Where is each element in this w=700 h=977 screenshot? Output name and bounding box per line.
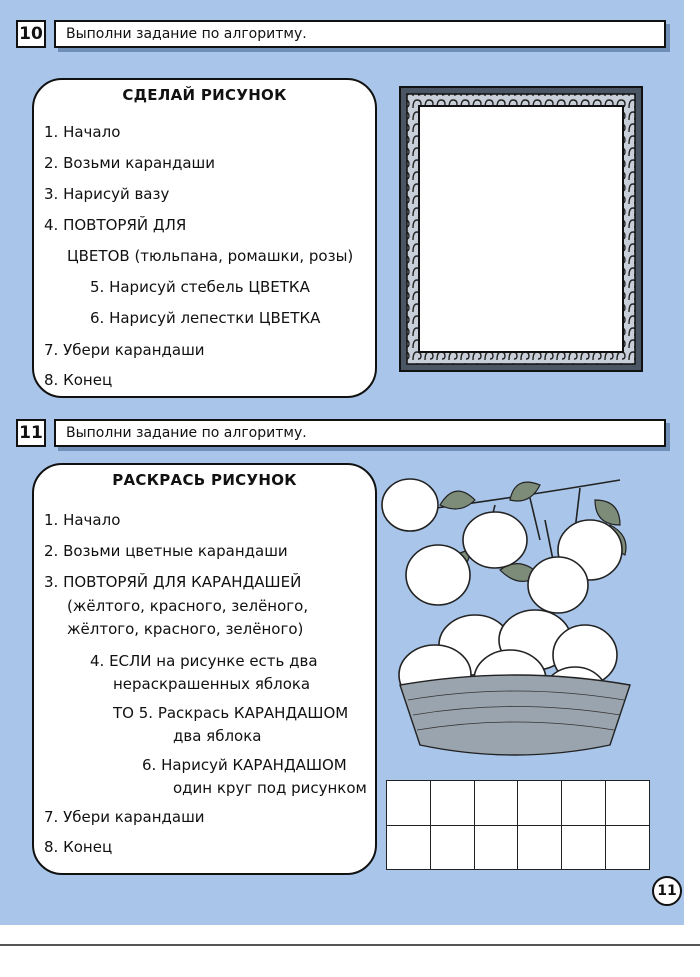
grid-cell[interactable] — [430, 825, 474, 870]
task-10-instruction: Выполни задание по алгоритму. — [54, 20, 666, 48]
step-2: 2. Возьми цветные карандаши — [44, 542, 288, 560]
step-8: 8. Конец — [44, 838, 113, 856]
step-5: ТО 5. Раскрась КАРАНДАШОМ — [113, 704, 349, 722]
answer-grid — [386, 780, 650, 870]
grid-cell[interactable] — [518, 781, 562, 826]
step-2: 2. Возьми карандаши — [44, 154, 216, 172]
step-4: 4. ЕСЛИ на рисунке есть два — [90, 652, 318, 670]
task-10-header — [16, 20, 666, 50]
grid-cell[interactable] — [606, 781, 650, 826]
bottom-divider — [0, 944, 700, 946]
color-picture-algorithm-card — [32, 463, 377, 875]
page-number: 11 — [652, 876, 682, 906]
step-5-continued: два яблока — [173, 727, 262, 745]
step-4-continued: нераскрашенных яблока — [113, 675, 311, 693]
step-3: 3. ПОВТОРЯЙ ДЛЯ КАРАНДАШЕЙ — [44, 573, 302, 591]
picture-frame — [399, 86, 643, 372]
step-3-list-a: (жёлтого, красного, зелёного, — [67, 597, 309, 615]
grid-cell[interactable] — [562, 825, 606, 870]
grid-cell[interactable] — [606, 825, 650, 870]
card-title: СДЕЛАЙ РИСУНОК — [122, 86, 287, 104]
step-6: 6. Нарисуй лепестки ЦВЕТКА — [90, 309, 321, 327]
grid-cell[interactable] — [387, 825, 431, 870]
grid-cell[interactable] — [430, 781, 474, 826]
task-number-11: 11 — [16, 419, 46, 447]
step-1: 1. Начало — [44, 123, 121, 141]
task-11-instruction: Выполни задание по алгоритму. — [54, 419, 666, 447]
step-6: 6. Нарисуй КАРАНДАШОМ — [142, 756, 347, 774]
step-7: 7. Убери карандаши — [44, 808, 205, 826]
step-4-continued: ЦВЕТОВ (тюльпана, ромашки, розы) — [67, 247, 354, 265]
grid-cell[interactable] — [387, 781, 431, 826]
step-6-continued: один круг под рисунком — [173, 779, 367, 797]
step-3-list-b: жёлтого, красного, зелёного) — [67, 620, 304, 638]
task-11-header — [16, 419, 666, 449]
step-3: 3. Нарисуй вазу — [44, 185, 170, 203]
grid-cell[interactable] — [562, 781, 606, 826]
step-1: 1. Начало — [44, 511, 121, 529]
card-title: РАСКРАСЬ РИСУНОК — [112, 471, 297, 489]
apples-branch-and-basket-illustration — [380, 470, 650, 770]
step-8: 8. Конец — [44, 371, 113, 389]
draw-picture-algorithm-card — [32, 78, 377, 398]
step-5: 5. Нарисуй стебель ЦВЕТКА — [90, 278, 310, 296]
step-7: 7. Убери карандаши — [44, 341, 205, 359]
grid-cell[interactable] — [518, 825, 562, 870]
grid-cell[interactable] — [474, 825, 518, 870]
step-4: 4. ПОВТОРЯЙ ДЛЯ — [44, 216, 187, 234]
task-number-10: 10 — [16, 20, 46, 48]
grid-cell[interactable] — [474, 781, 518, 826]
